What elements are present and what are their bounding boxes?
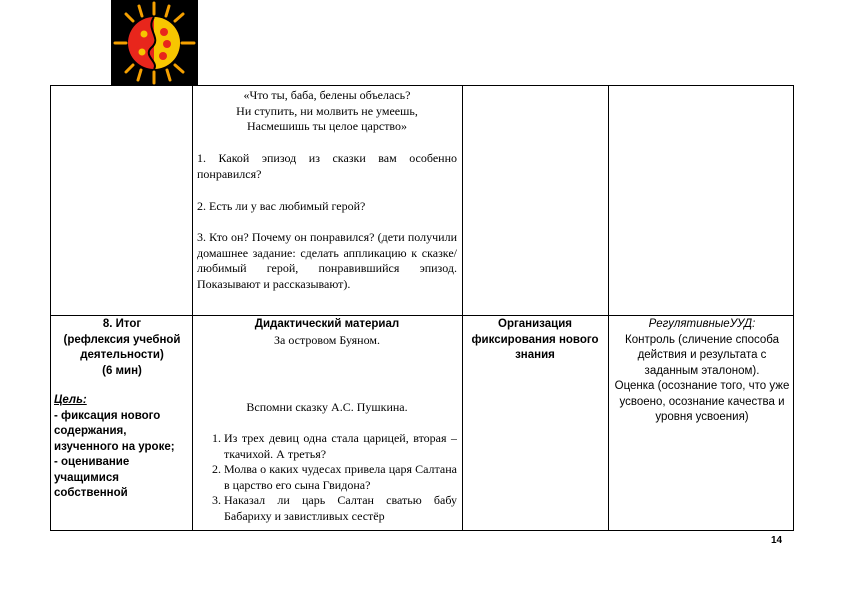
question-2: 2. Есть ли у вас любимый герой? xyxy=(197,199,366,213)
poem-line: Ни ступить, ни молвить не умеешь, xyxy=(236,103,418,118)
column-divider xyxy=(608,86,609,530)
lesson-table xyxy=(50,85,794,531)
material-subheading: За островом Буяном. xyxy=(274,333,380,347)
stage-subtitle: (рефлексия учебной деятельности) xyxy=(63,333,181,361)
poem-quote xyxy=(197,88,457,135)
list-item: 3. Наказал ли царь Салтан сватью бабу Бабариху и завистливых сестёр xyxy=(224,493,457,524)
sun-logo xyxy=(111,0,198,86)
list-item: 1. Из трех девиц одна стала царицей, вторая – ткачихой. А третья? xyxy=(224,431,457,462)
goal-item: - фиксация нового содержания, изученного на уроке; xyxy=(54,409,175,453)
poem-line: Насмешишь ты целое царство» xyxy=(246,119,408,133)
question-3: 3. Кто он? Почему он понравился? (дети получили домашнее задание: сделать аппликацию к сказке/любимый герой, понравившийся эпизод. Показывают и рассказывают). xyxy=(197,230,457,291)
column-divider xyxy=(192,86,193,530)
stage-header xyxy=(54,317,190,379)
uud-label: РегулятивныеУУД: xyxy=(648,318,756,330)
stage-title: 8. Итог xyxy=(102,318,142,330)
row-divider xyxy=(51,315,793,316)
goal-item: - оценивание учащимися собственной xyxy=(54,456,130,499)
column-divider xyxy=(462,86,463,530)
question-list xyxy=(197,431,457,529)
poem-line: «Что ты, баба, белены объелась? xyxy=(243,88,411,102)
goal-label: Цель: xyxy=(54,394,87,406)
sun-logo-icon xyxy=(111,0,198,86)
uud-block xyxy=(611,317,793,426)
material-intro: Вспомни сказку А.С. Пушкина. xyxy=(246,400,408,414)
material-heading: Дидактический материал xyxy=(254,318,400,330)
uud-control: Контроль (сличение способа действия и результата с заданным эталоном). xyxy=(625,333,779,377)
list-item: 2. Молва о каких чудесах привела царя Салтана в царство его сына Гвидона? xyxy=(224,462,457,493)
stage-goals xyxy=(54,393,190,502)
question-1: 1. Какой эпизод из сказки вам особенно понравился? xyxy=(197,151,457,181)
stage-duration: (6 мин) xyxy=(102,364,142,377)
organization-text: Организация фиксирования нового знания xyxy=(471,318,599,361)
uud-assessment: Оценка (осознание того, что уже усвоено, осознание качества и уровня усвоения) xyxy=(614,380,790,423)
page-number: 14 xyxy=(771,535,783,546)
